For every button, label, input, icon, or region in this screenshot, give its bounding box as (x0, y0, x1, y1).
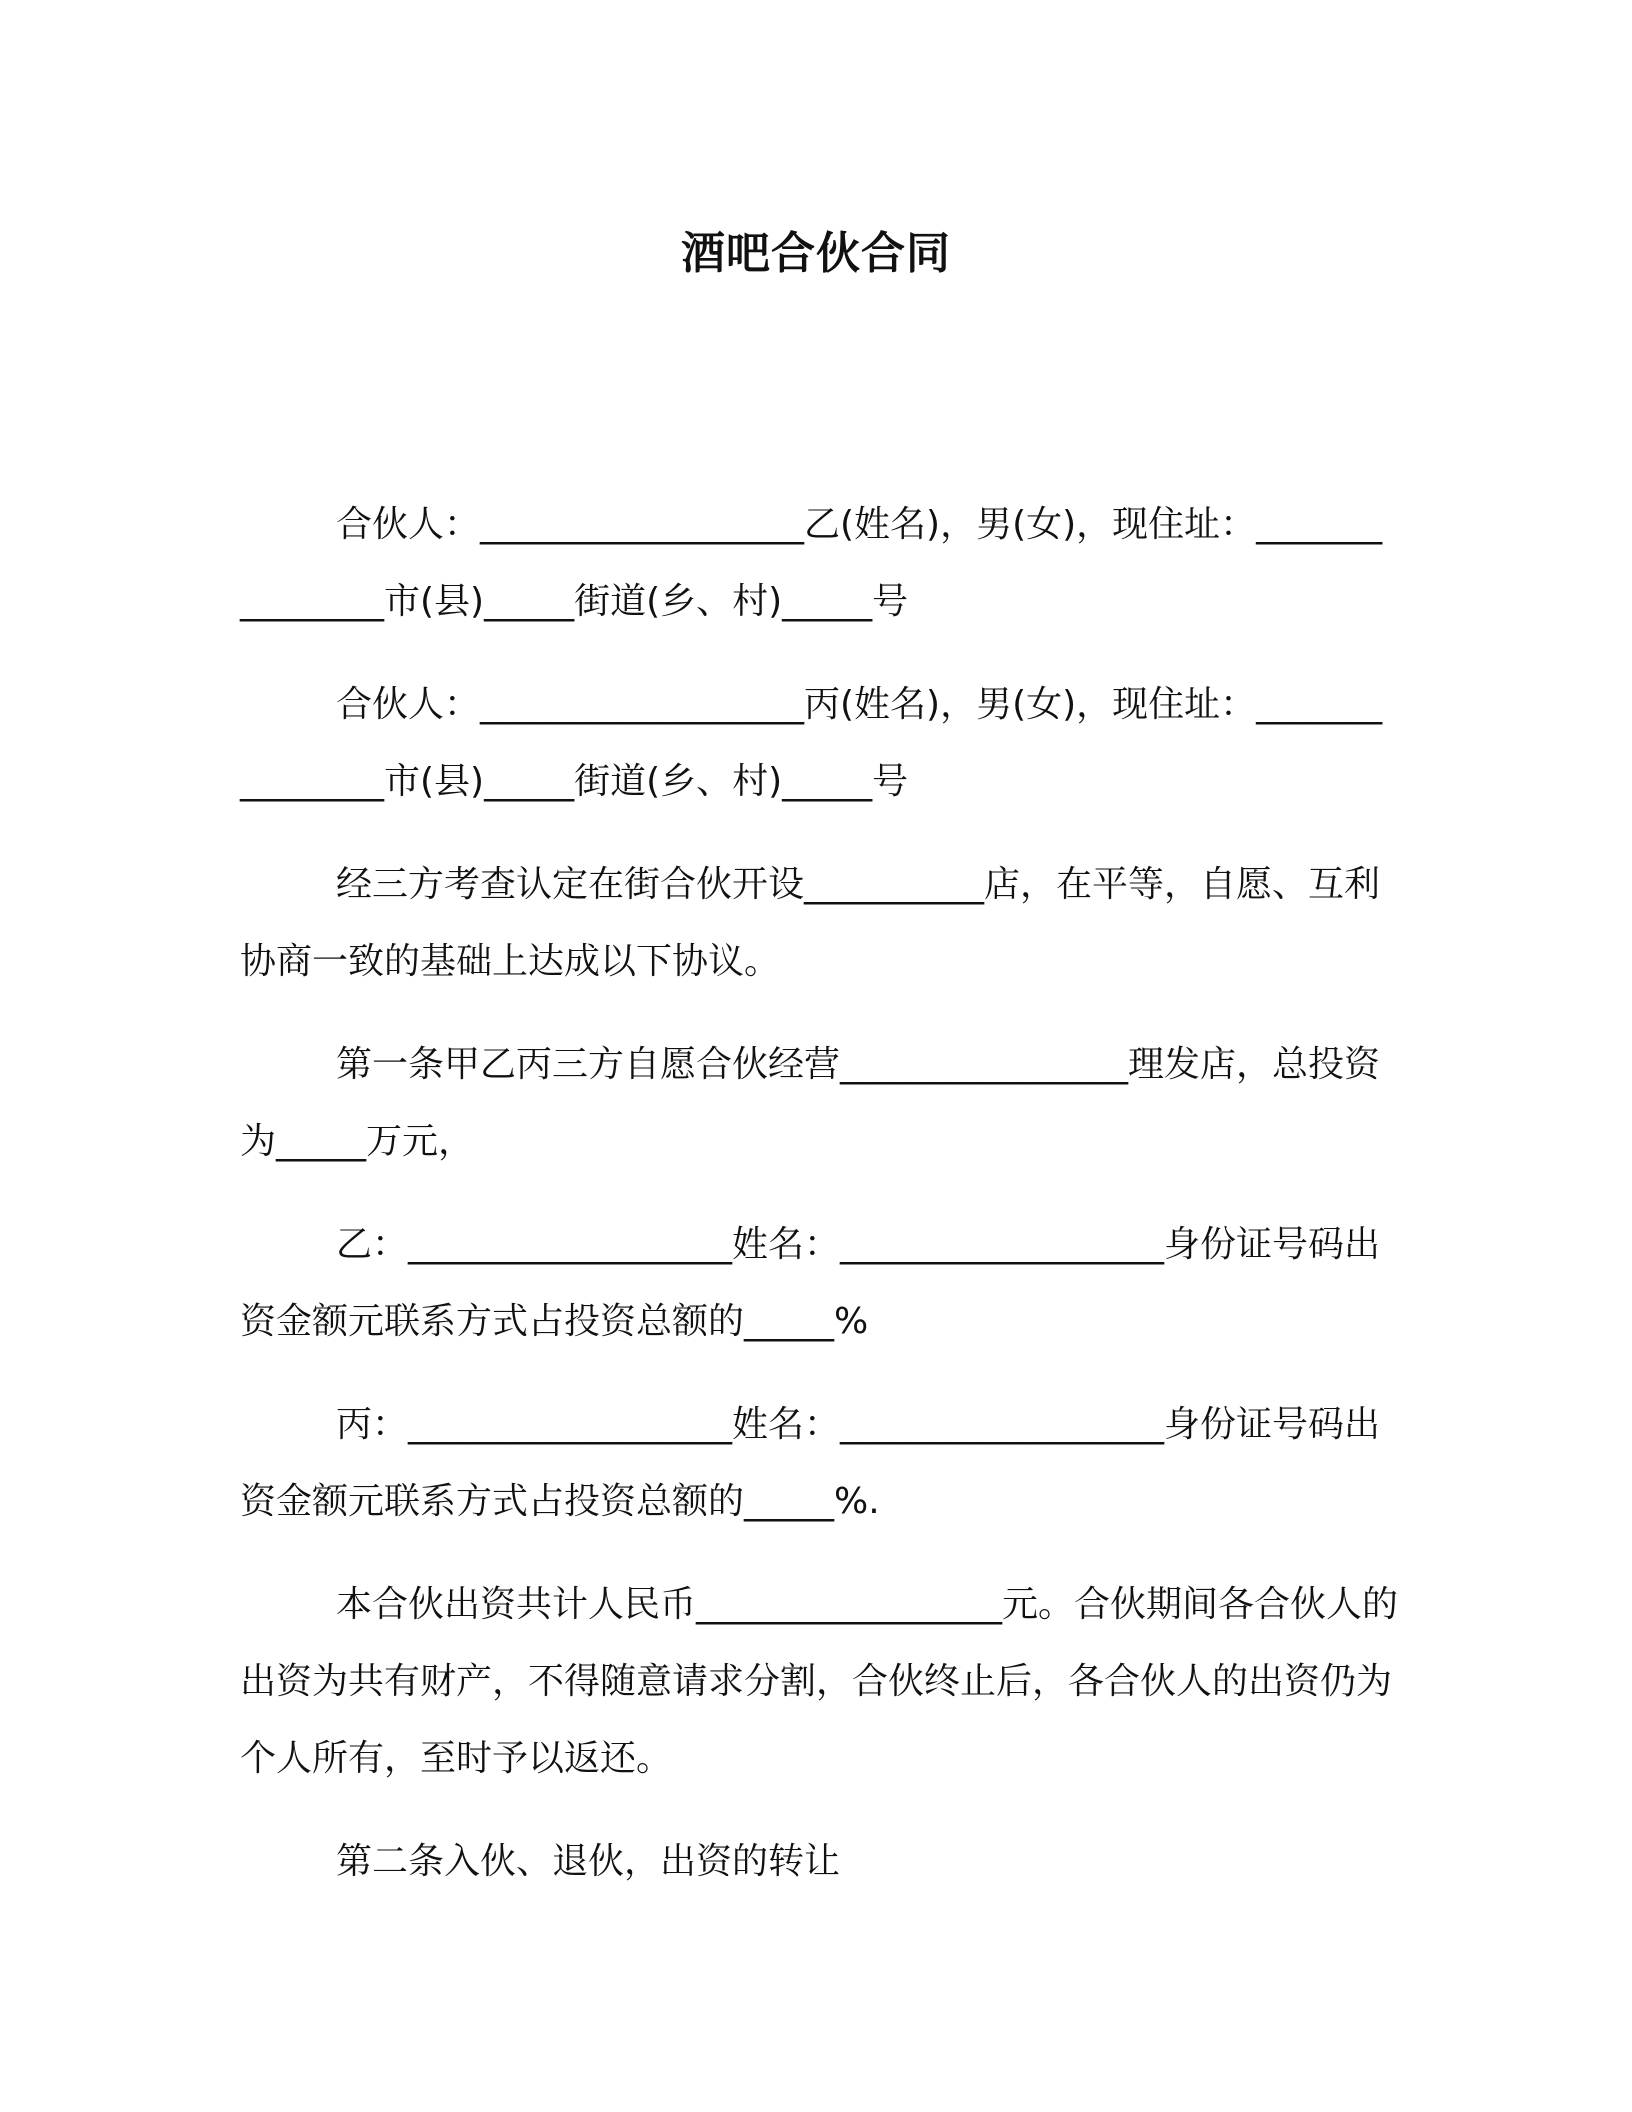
paragraph-partner-bing: 合伙人：__________________丙(姓名)，男(女)，现住址：_______________市(县)_____街道(乡、村)_____号 (240, 684, 1383, 802)
paragraph-article-1: 第一条甲乙丙三方自愿合伙经营________________理发店，总投资为_____万元， (240, 1044, 1381, 1162)
paragraph-total-investment: 本合伙出资共计人民币_________________元。合伙期间各合伙人的出资为共有财产，不得随意请求分割，合伙终止后，各合伙人的出资仍为个人所有，至时予以返还。 (240, 1584, 1399, 1779)
paragraph-preamble: 经三方考查认定在街合伙开设__________店，在平等，自愿、互利协商一致的基础上达成以下协议。 (240, 864, 1381, 982)
paragraph-article-2-heading: 第二条入伙、退伙，出资的转让 (336, 1841, 841, 1882)
paragraph-investor-yi: 乙：__________________姓名：__________________身份证号码出资金额元联系方式占投资总额的_____% (240, 1224, 1381, 1342)
paragraph-partner-yi: 合伙人：__________________乙(姓名)，男(女)，现住址：_______________市(县)_____街道(乡、村)_____号 (240, 504, 1383, 622)
document-title: 酒吧合伙合同 (681, 228, 951, 279)
document-body (240, 486, 1400, 1926)
paragraph-investor-bing: 丙：__________________姓名：__________________身份证号码出资金额元联系方式占投资总额的_____%. (240, 1404, 1381, 1522)
